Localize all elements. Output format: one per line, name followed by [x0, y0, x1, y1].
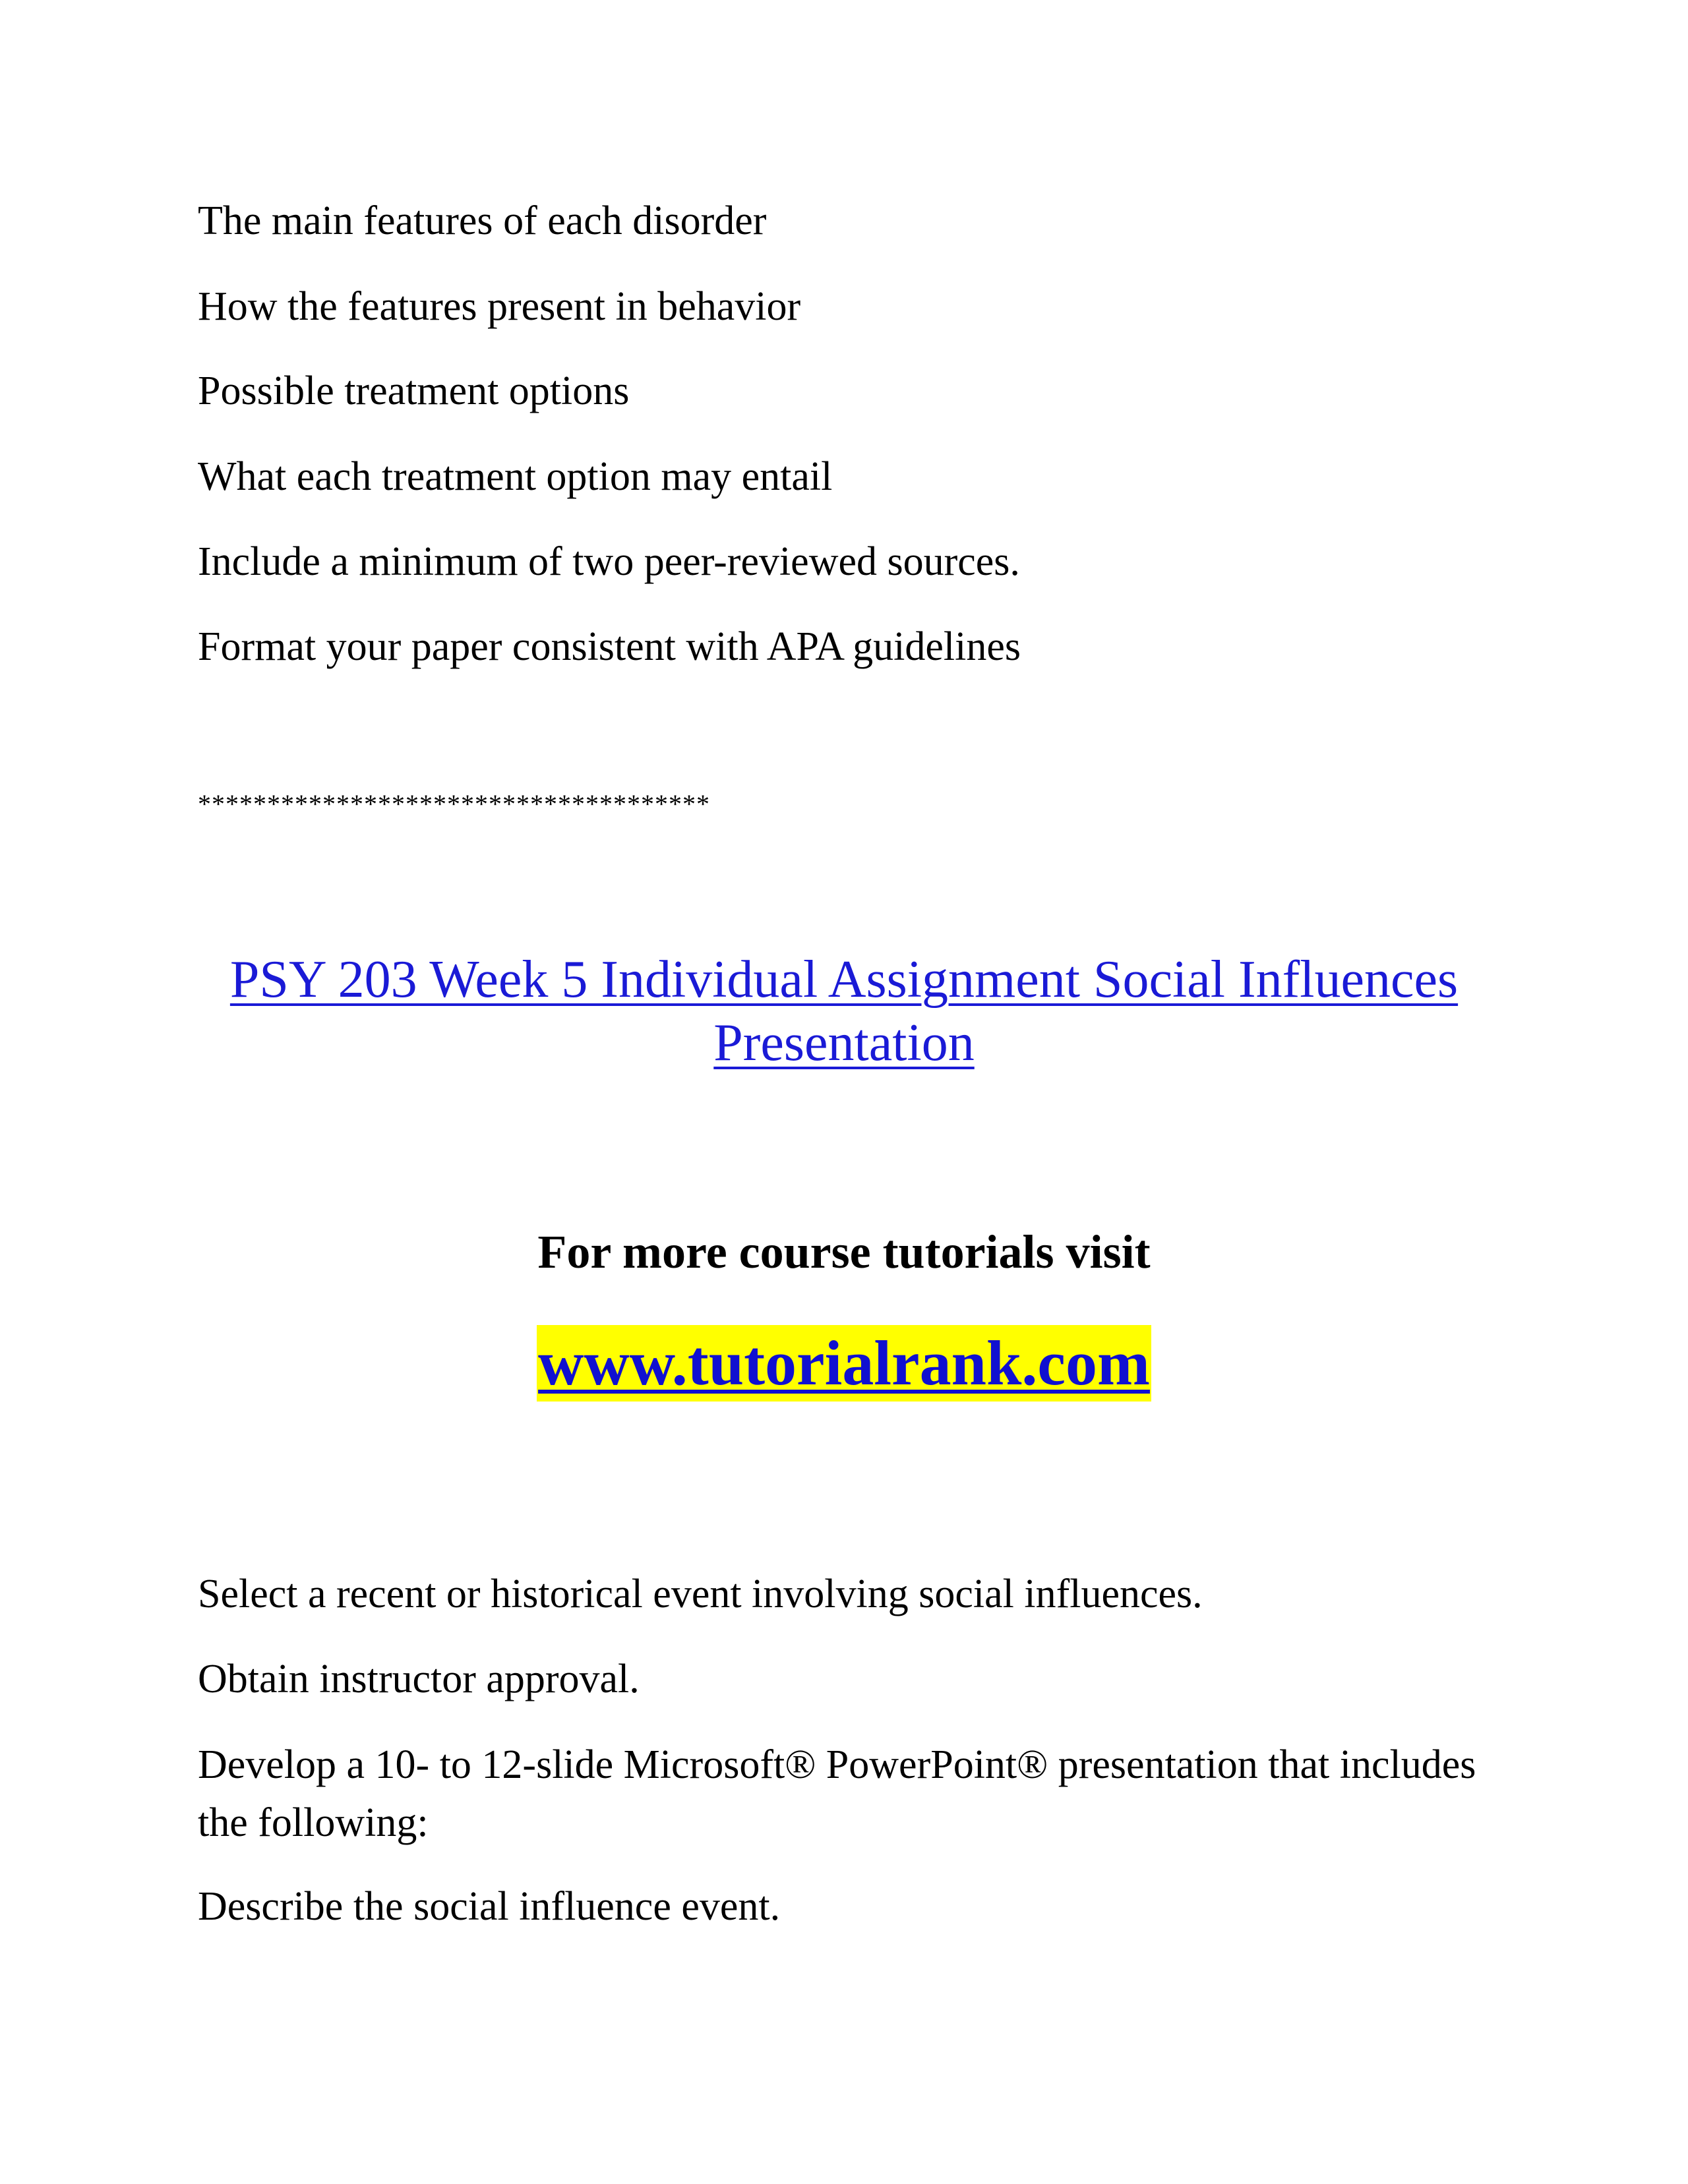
list-item: Select a recent or historical event involving social influences.: [198, 1572, 1203, 1616]
list-item: Obtain instructor approval.: [198, 1657, 640, 1701]
list-item: Format your paper consistent with APA guidelines: [198, 624, 1021, 669]
list-item: The main features of each disorder: [198, 198, 767, 243]
list-item: Possible treatment options: [198, 369, 630, 413]
list-item: How the features present in behavior: [198, 284, 801, 329]
promo-link-wrap: [0, 1325, 1688, 1402]
assignment-link-line1[interactable]: PSY 203 Week 5 Individual Assignment Social Influences: [229, 951, 1459, 1009]
assignment-title: [165, 948, 1523, 1075]
separator: *************************************: [198, 789, 710, 819]
tutorial-site-link[interactable]: www.tutorialrank.com: [537, 1325, 1151, 1402]
list-item: Describe the social influence event.: [198, 1884, 781, 1929]
promo-text: For more course tutorials visit: [537, 1225, 1151, 1278]
list-item: What each treatment option may entail: [198, 454, 833, 499]
list-item: Develop a 10- to 12-slide Microsoft® PowerPoint® presentation that includes the following:: [198, 1742, 1476, 1845]
assignment-link-line2[interactable]: Presentation: [713, 1014, 975, 1072]
list-item: Include a minimum of two peer-reviewed sources.: [198, 539, 1020, 584]
